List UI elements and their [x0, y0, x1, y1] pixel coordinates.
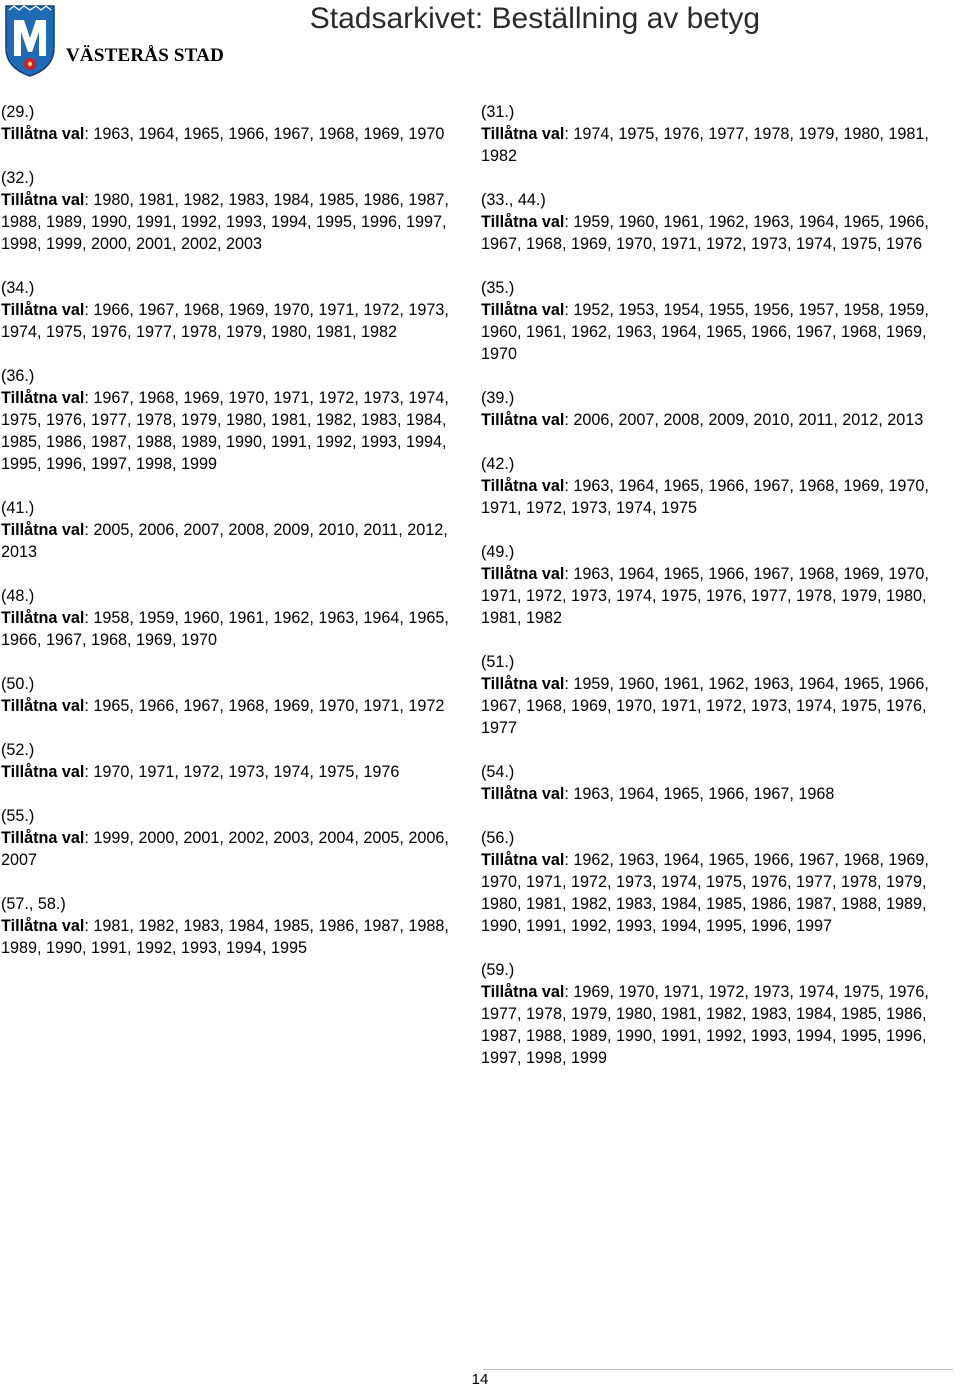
item-years: 1969, 1970, 1971, 1972, 1973, 1974, 1975, 1976, 1977, 1978, 1979, 1980, 1981, 1982, 1983, 1984, 1985, 1986, 1987, 1988, 1989, 1990, 1991, 1992, 1993, 1994, 1995, 1996, 1997, 1998, 1999 [481, 983, 929, 1067]
item-label: Tillåtna val [1, 917, 85, 935]
item-number: (31.) [481, 103, 515, 121]
list-item: (55.) Tillåtna val: 1999, 2000, 2001, 2002, 2003, 2004, 2005, 2006, 2007 [1, 805, 477, 871]
item-years: 1999, 2000, 2001, 2002, 2003, 2004, 2005, 2006, 2007 [1, 829, 449, 869]
list-item: (33., 44.) Tillåtna val: 1959, 1960, 1961, 1962, 1963, 1964, 1965, 1966, 1967, 1968, 1969, 1970, 1971, 1972, 1973, 1974, 1975, 1976 [481, 189, 957, 255]
item-label: Tillåtna val [1, 829, 85, 847]
vasteras-coat-of-arms-icon [4, 4, 56, 78]
item-years: 1963, 1964, 1965, 1966, 1967, 1968 [573, 785, 835, 803]
item-number: (56.) [481, 829, 515, 847]
item-number: (59.) [481, 961, 515, 979]
item-number: (36.) [1, 367, 35, 385]
left-column [1, 101, 477, 981]
list-item: (48.) Tillåtna val: 1958, 1959, 1960, 1961, 1962, 1963, 1964, 1965, 1966, 1967, 1968, 1969, 1970 [1, 585, 477, 651]
item-number: (51.) [481, 653, 515, 671]
list-item: (50.) Tillåtna val: 1965, 1966, 1967, 1968, 1969, 1970, 1971, 1972 [1, 673, 477, 717]
item-label: Tillåtna val [1, 521, 85, 539]
list-item: (35.) Tillåtna val: 1952, 1953, 1954, 1955, 1956, 1957, 1958, 1959, 1960, 1961, 1962, 1963, 1964, 1965, 1966, 1967, 1968, 1969, 1970 [481, 277, 957, 365]
item-years: 1962, 1963, 1964, 1965, 1966, 1967, 1968, 1969, 1970, 1971, 1972, 1973, 1974, 1975, 1976, 1977, 1978, 1979, 1980, 1981, 1982, 1983, 1984, 1985, 1986, 1987, 1988, 1989, 1990, 1991, 1992, 1993, 1994, 1995, 1996, 1997 [481, 851, 929, 935]
item-number: (49.) [481, 543, 515, 561]
item-label: Tillåtna val [481, 983, 565, 1001]
list-item: (32.) Tillåtna val: 1980, 1981, 1982, 1983, 1984, 1985, 1986, 1987, 1988, 1989, 1990, 1991, 1992, 1993, 1994, 1995, 1996, 1997, 1998, 1999, 2000, 2001, 2002, 2003 [1, 167, 477, 255]
list-item: (49.) Tillåtna val: 1963, 1964, 1965, 1966, 1967, 1968, 1969, 1970, 1971, 1972, 1973, 1974, 1975, 1976, 1977, 1978, 1979, 1980, 1981, 1982 [481, 541, 957, 629]
item-years: 1970, 1971, 1972, 1973, 1974, 1975, 1976 [93, 763, 400, 781]
item-label: Tillåtna val [481, 851, 565, 869]
item-number: (32.) [1, 169, 35, 187]
item-number: (33., 44.) [481, 191, 546, 209]
list-item: (51.) Tillåtna val: 1959, 1960, 1961, 1962, 1963, 1964, 1965, 1966, 1967, 1968, 1969, 1970, 1971, 1972, 1973, 1974, 1975, 1976, 1977 [481, 651, 957, 739]
list-item: (34.) Tillåtna val: 1966, 1967, 1968, 1969, 1970, 1971, 1972, 1973, 1974, 1975, 1976, 1977, 1978, 1979, 1980, 1981, 1982 [1, 277, 477, 343]
item-years: 2006, 2007, 2008, 2009, 2010, 2011, 2012, 2013 [573, 411, 924, 429]
page-title: Stadsarkivet: Beställning av betyg [309, 2, 760, 35]
item-label: Tillåtna val [481, 301, 565, 319]
item-label: Tillåtna val [481, 565, 565, 583]
item-label: Tillåtna val [481, 213, 565, 231]
item-years: 1958, 1959, 1960, 1961, 1962, 1963, 1964, 1965, 1966, 1967, 1968, 1969, 1970 [1, 609, 449, 649]
item-label: Tillåtna val [481, 411, 565, 429]
item-years: 1963, 1964, 1965, 1966, 1967, 1968, 1969, 1970 [93, 125, 445, 143]
item-years: 1981, 1982, 1983, 1984, 1985, 1986, 1987, 1988, 1989, 1990, 1991, 1992, 1993, 1994, 1995 [1, 917, 449, 957]
list-item: (42.) Tillåtna val: 1963, 1964, 1965, 1966, 1967, 1968, 1969, 1970, 1971, 1972, 1973, 1974, 1975 [481, 453, 957, 519]
item-label: Tillåtna val [481, 785, 565, 803]
item-years: 1980, 1981, 1982, 1983, 1984, 1985, 1986, 1987, 1988, 1989, 1990, 1991, 1992, 1993, 1994, 1995, 1996, 1997, 1998, 1999, 2000, 2001, 2002, 2003 [1, 191, 449, 253]
item-label: Tillåtna val [1, 697, 85, 715]
item-number: (48.) [1, 587, 35, 605]
list-item: (57., 58.) Tillåtna val: 1981, 1982, 1983, 1984, 1985, 1986, 1987, 1988, 1989, 1990, 1991, 1992, 1993, 1994, 1995 [1, 893, 477, 959]
item-label: Tillåtna val [1, 763, 85, 781]
item-years: 2005, 2006, 2007, 2008, 2009, 2010, 2011, 2012, 2013 [1, 521, 448, 561]
item-label: Tillåtna val [1, 389, 85, 407]
item-label: Tillåtna val [1, 609, 85, 627]
item-number: (29.) [1, 103, 35, 121]
item-number: (42.) [481, 455, 515, 473]
list-item: (41.) Tillåtna val: 2005, 2006, 2007, 2008, 2009, 2010, 2011, 2012, 2013 [1, 497, 477, 563]
item-number: (52.) [1, 741, 35, 759]
logo-text: VÄSTERÅS STAD [66, 45, 224, 66]
list-item: (29.) Tillåtna val: 1963, 1964, 1965, 1966, 1967, 1968, 1969, 1970 [1, 101, 477, 145]
list-item: (52.) Tillåtna val: 1970, 1971, 1972, 1973, 1974, 1975, 1976 [1, 739, 477, 783]
item-years: 1963, 1964, 1965, 1966, 1967, 1968, 1969, 1970, 1971, 1972, 1973, 1974, 1975, 1976, 1977, 1978, 1979, 1980, 1981, 1982 [481, 565, 929, 627]
item-years: 1959, 1960, 1961, 1962, 1963, 1964, 1965, 1966, 1967, 1968, 1969, 1970, 1971, 1972, 1973, 1974, 1975, 1976 [481, 213, 929, 253]
item-number: (34.) [1, 279, 35, 297]
right-column [481, 101, 957, 1091]
item-years: 1967, 1968, 1969, 1970, 1971, 1972, 1973, 1974, 1975, 1976, 1977, 1978, 1979, 1980, 1981, 1982, 1983, 1984, 1985, 1986, 1987, 1988, 1989, 1990, 1991, 1992, 1993, 1994, 1995, 1996, 1997, 1998, 1999 [1, 389, 449, 473]
item-number: (57., 58.) [1, 895, 66, 913]
item-number: (54.) [481, 763, 515, 781]
list-item: (39.) Tillåtna val: 2006, 2007, 2008, 2009, 2010, 2011, 2012, 2013 [481, 387, 957, 431]
item-number: (39.) [481, 389, 515, 407]
list-item: (59.) Tillåtna val: 1969, 1970, 1971, 1972, 1973, 1974, 1975, 1976, 1977, 1978, 1979, 1980, 1981, 1982, 1983, 1984, 1985, 1986, 1987, 1988, 1989, 1990, 1991, 1992, 1993, 1994, 1995, 1996, 1997, 1998, 1999 [481, 959, 957, 1069]
list-item: (56.) Tillåtna val: 1962, 1963, 1964, 1965, 1966, 1967, 1968, 1969, 1970, 1971, 1972, 1973, 1974, 1975, 1976, 1977, 1978, 1979, 1980, 1981, 1982, 1983, 1984, 1985, 1986, 1987, 1988, 1989, 1990, 1991, 1992, 1993, 1994, 1995, 1996, 1997 [481, 827, 957, 937]
item-years: 1952, 1953, 1954, 1955, 1956, 1957, 1958, 1959, 1960, 1961, 1962, 1963, 1964, 1965, 1966, 1967, 1968, 1969, 1970 [481, 301, 929, 363]
item-label: Tillåtna val [1, 301, 85, 319]
list-item: (31.) Tillåtna val: 1974, 1975, 1976, 1977, 1978, 1979, 1980, 1981, 1982 [481, 101, 957, 167]
list-item: (36.) Tillåtna val: 1967, 1968, 1969, 1970, 1971, 1972, 1973, 1974, 1975, 1976, 1977, 1978, 1979, 1980, 1981, 1982, 1983, 1984, 1985, 1986, 1987, 1988, 1989, 1990, 1991, 1992, 1993, 1994, 1995, 1996, 1997, 1998, 1999 [1, 365, 477, 475]
footer-divider [483, 1369, 953, 1370]
page-header [0, 0, 960, 90]
item-number: (55.) [1, 807, 35, 825]
item-years: 1966, 1967, 1968, 1969, 1970, 1971, 1972, 1973, 1974, 1975, 1976, 1977, 1978, 1979, 1980, 1981, 1982 [1, 301, 449, 341]
item-label: Tillåtna val [481, 675, 565, 693]
page-number: 14 [471, 1371, 489, 1388]
item-years: 1965, 1966, 1967, 1968, 1969, 1970, 1971, 1972 [93, 697, 445, 715]
item-number: (41.) [1, 499, 35, 517]
item-label: Tillåtna val [481, 477, 565, 495]
item-number: (50.) [1, 675, 35, 693]
item-years: 1959, 1960, 1961, 1962, 1963, 1964, 1965, 1966, 1967, 1968, 1969, 1970, 1971, 1972, 1973, 1974, 1975, 1976, 1977 [481, 675, 929, 737]
list-item: (54.) Tillåtna val: 1963, 1964, 1965, 1966, 1967, 1968 [481, 761, 957, 805]
item-label: Tillåtna val [481, 125, 565, 143]
item-label: Tillåtna val [1, 125, 85, 143]
item-label: Tillåtna val [1, 191, 85, 209]
item-number: (35.) [481, 279, 515, 297]
item-years: 1974, 1975, 1976, 1977, 1978, 1979, 1980, 1981, 1982 [481, 125, 929, 165]
item-years: 1963, 1964, 1965, 1966, 1967, 1968, 1969, 1970, 1971, 1972, 1973, 1974, 1975 [481, 477, 929, 517]
